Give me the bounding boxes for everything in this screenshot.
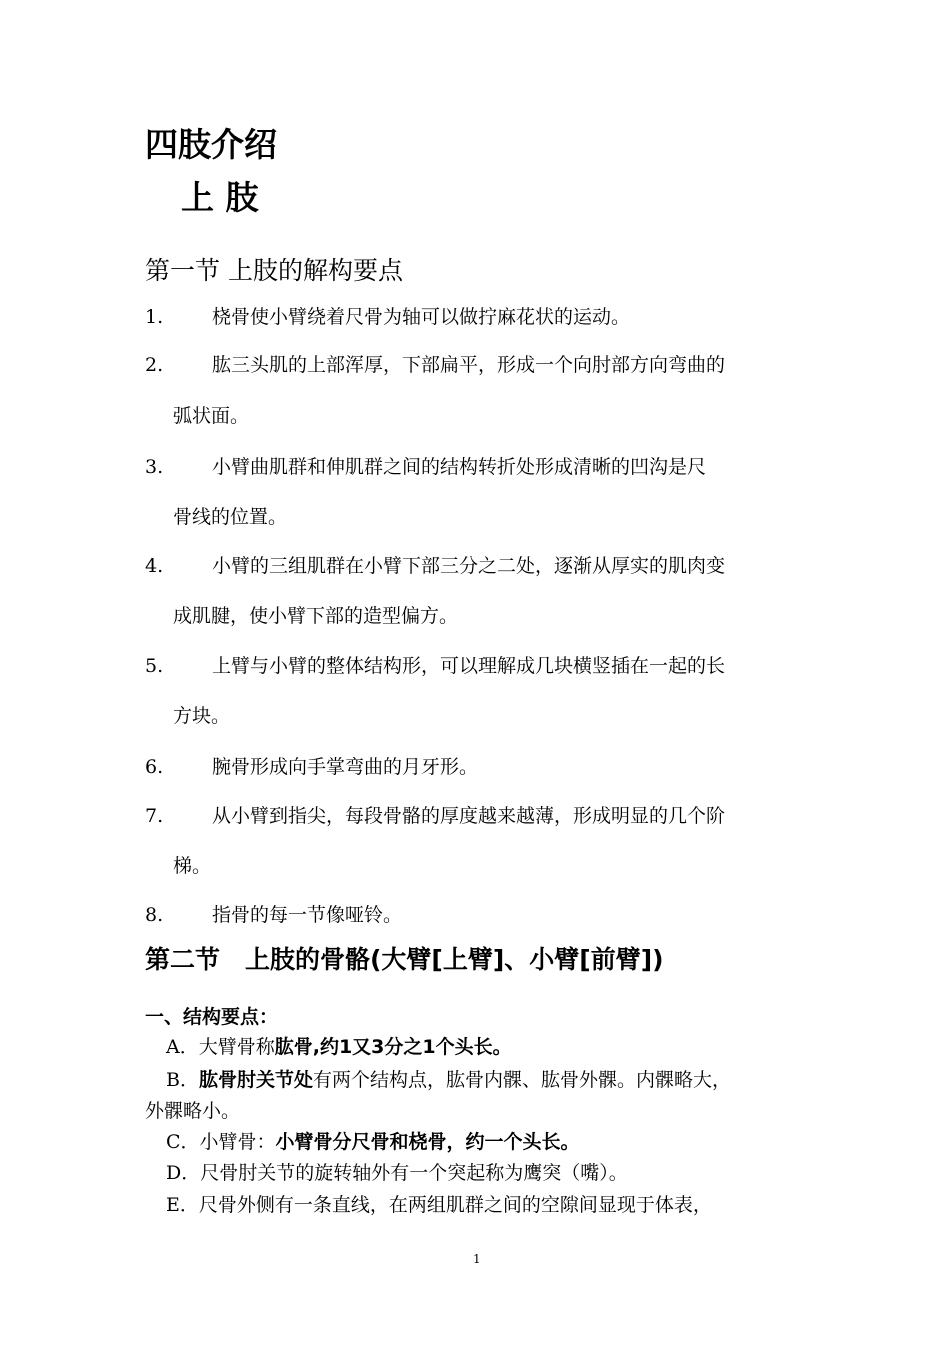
- point-b-rest: 有两个结构点，肱骨内髁、肱骨外髁。内髁略大，: [312, 1069, 731, 1091]
- list-item-text: 弧状面。: [173, 405, 250, 427]
- list-item: [0, 754, 952, 780]
- list-item-number: 5.: [145, 655, 164, 677]
- point-b-continuation: 外髁略小。: [145, 1100, 241, 1122]
- list-item-text: 小臂的三组肌群在小臂下部三分之二处，逐渐从厚实的肌肉变: [212, 555, 726, 577]
- section2-heading: 第二节 上肢的骨骼(大臂[上臂]、小臂[前臂]): [145, 945, 664, 974]
- list-item: [0, 454, 952, 480]
- point-e: E．尺骨外侧有一条直线，在两组肌群之间的空隙间显现于体表，: [166, 1194, 712, 1216]
- list-item-number: 2.: [145, 354, 164, 376]
- point-b: [166, 1067, 731, 1093]
- list-item-text: 从小臂到指尖，每段骨骼的厚度越来越薄，形成明显的几个阶: [212, 805, 726, 827]
- list-item-text: 梯。: [173, 855, 212, 877]
- point-b-prefix: B．: [166, 1069, 199, 1091]
- list-item-number: 4.: [145, 555, 164, 577]
- list-item-number: 6.: [145, 756, 164, 778]
- list-item-continuation: [0, 504, 952, 530]
- list-item-continuation: [0, 703, 952, 729]
- point-a-bold: 肱骨,约1又3分之1个头长。: [274, 1036, 512, 1058]
- list-item: [0, 803, 952, 829]
- point-b-bold: 肱骨肘关节处: [198, 1069, 313, 1091]
- page-title: 四肢介绍: [145, 125, 277, 164]
- list-item-number: 3.: [145, 456, 164, 478]
- list-item-text: 上臂与小臂的整体结构形，可以理解成几块横竖插在一起的长: [212, 655, 726, 677]
- point-a-prefix: A．大臂骨称: [166, 1036, 275, 1058]
- list-item-text: 桡骨使小臂绕着尺骨为轴可以做拧麻花状的运动。: [212, 306, 631, 328]
- point-a: [166, 1034, 512, 1060]
- list-item: [0, 902, 952, 928]
- point-c-bold: 小臂骨分尺骨和桡骨，约一个头长。: [275, 1131, 580, 1153]
- list-item-continuation: [0, 853, 952, 879]
- point-c-prefix: C．小臂骨：: [166, 1131, 276, 1153]
- list-item: [0, 553, 952, 579]
- list-item-number: 7.: [145, 805, 164, 827]
- list-item-text: 小臂曲肌群和伸肌群之间的结构转折处形成清晰的凹沟是尺: [212, 456, 707, 478]
- page-subtitle: 上 肢: [181, 178, 259, 217]
- list-item: [0, 352, 952, 378]
- list-item-continuation: [0, 403, 952, 429]
- list-item-text: 骨线的位置。: [173, 506, 288, 528]
- list-item-text: 腕骨形成向手掌弯曲的月牙形。: [212, 756, 479, 778]
- list-item-text: 肱三头肌的上部浑厚，下部扁平，形成一个向肘部方向弯曲的: [212, 354, 726, 376]
- list-item-text: 成肌腱，使小臂下部的造型偏方。: [173, 605, 459, 627]
- list-item: [0, 653, 952, 679]
- point-c: [166, 1129, 580, 1155]
- point-d: D．尺骨肘关节的旋转轴外有一个突起称为鹰突（嘴）。: [166, 1162, 628, 1184]
- list-item-text: 方块。: [173, 705, 231, 727]
- list-item-continuation: [0, 603, 952, 629]
- page-number: 1: [473, 1252, 481, 1266]
- list-item-number: 8.: [145, 904, 164, 926]
- list-item-text: 指骨的每一节像哑铃。: [212, 904, 403, 926]
- section1-heading: 第一节 上肢的解构要点: [145, 256, 403, 285]
- list-item: [0, 304, 952, 330]
- section2-subheading: 一、结构要点：: [145, 1006, 279, 1028]
- list-item-number: 1.: [145, 306, 164, 328]
